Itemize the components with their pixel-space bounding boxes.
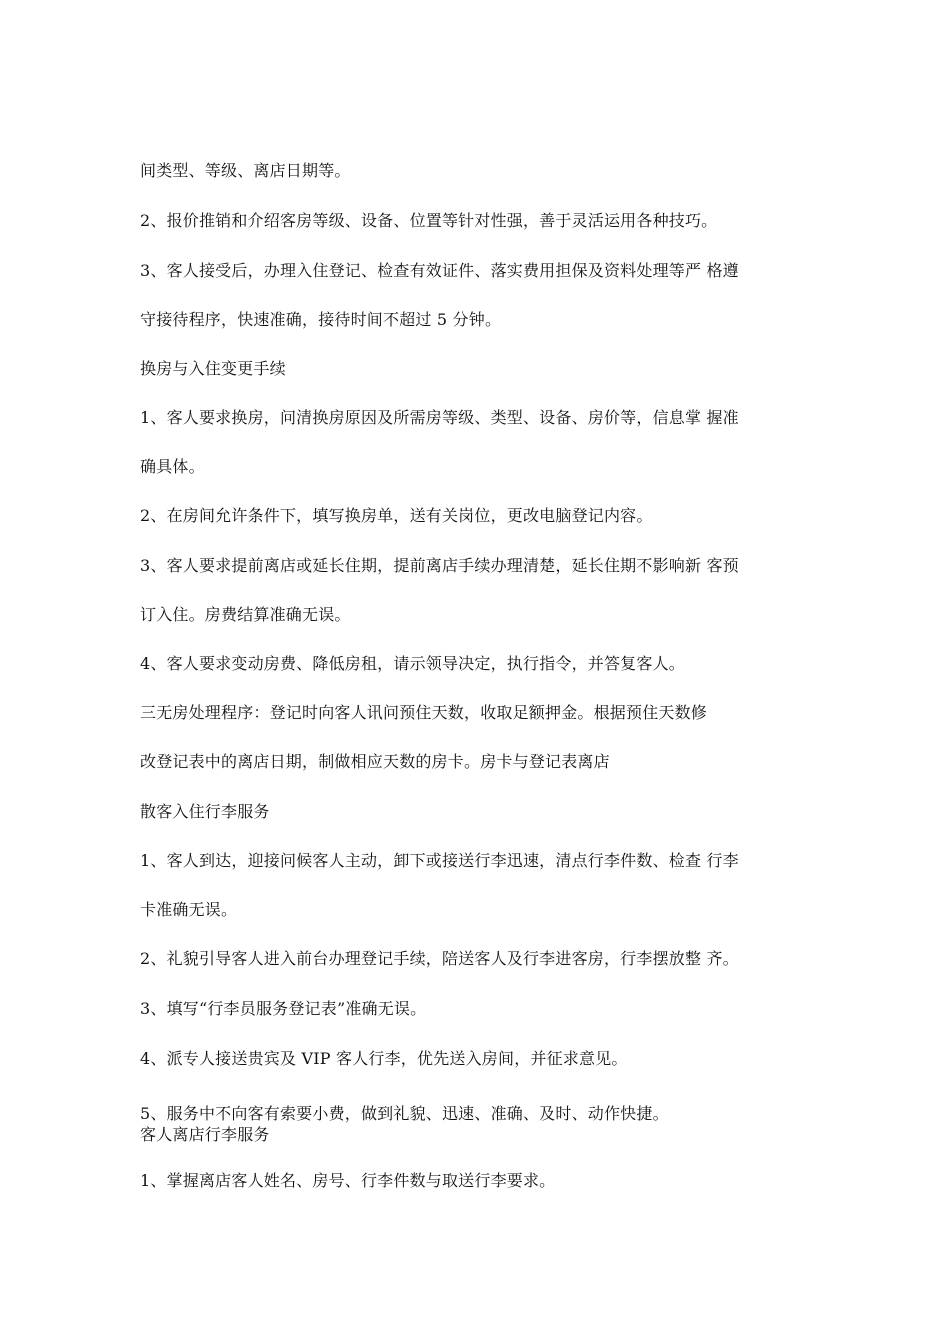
text-line: 2、在房间允许条件下，填写换房单，送有关岗位，更改电脑登记内容。 — [140, 506, 653, 525]
text-line: 确具体。 — [140, 457, 205, 476]
text-line: 1、掌握离店客人姓名、房号、行李件数与取送行李要求。 — [140, 1171, 556, 1190]
text-line: 5、服务中不向客有索要小费，做到礼貌、迅速、准确、及时、动作快捷。 — [140, 1104, 669, 1123]
text-line: 守接待程序，快速准确，接待时间不超过 5 分钟。 — [140, 310, 502, 329]
section-heading: 换房与入住变更手续 — [140, 359, 286, 378]
text-line: 间类型、等级、离店日期等。 — [140, 161, 351, 180]
text-line: 2、报价推销和介绍客房等级、设备、位置等针对性强，善于灵活运用各种技巧。 — [140, 211, 718, 230]
text-line: 4、派专人接送贵宾及 VIP 客人行李，优先送入房间，并征求意见。 — [140, 1049, 628, 1068]
text-line: 3、客人接受后，办理入住登记、检查有效证件、落实费用担保及资料处理等严 格遵 — [140, 261, 739, 280]
text-line: 三无房处理程序：登记时向客人讯问预住天数，收取足额押金。根据预住天数修 — [140, 703, 708, 722]
text-line: 3、客人要求提前离店或延长住期，提前离店手续办理清楚，延长住期不影响新 客预 — [140, 556, 739, 575]
text-line: 1、客人要求换房，问清换房原因及所需房等级、类型、设备、房价等，信息掌 握准 — [140, 408, 739, 427]
text-line: 3、填写“行李员服务登记表”准确无误。 — [140, 999, 427, 1018]
section-heading: 客人离店行李服务 — [140, 1125, 270, 1144]
text-line: 2、礼貌引导客人进入前台办理登记手续，陪送客人及行李进客房，行李摆放整 齐。 — [140, 949, 739, 968]
text-line: 卡准确无误。 — [140, 900, 238, 919]
text-line: 订入住。房费结算准确无误。 — [140, 605, 351, 624]
text-line: 4、客人要求变动房费、降低房租，请示领导决定，执行指令，并答复客人。 — [140, 654, 685, 673]
text-line: 1、客人到达，迎接问候客人主动，卸下或接送行李迅速，清点行李件数、检查 行李 — [140, 851, 739, 870]
section-heading: 散客入住行李服务 — [140, 802, 270, 821]
text-line: 改登记表中的离店日期，制做相应天数的房卡。房卡与登记表离店 — [140, 752, 610, 771]
